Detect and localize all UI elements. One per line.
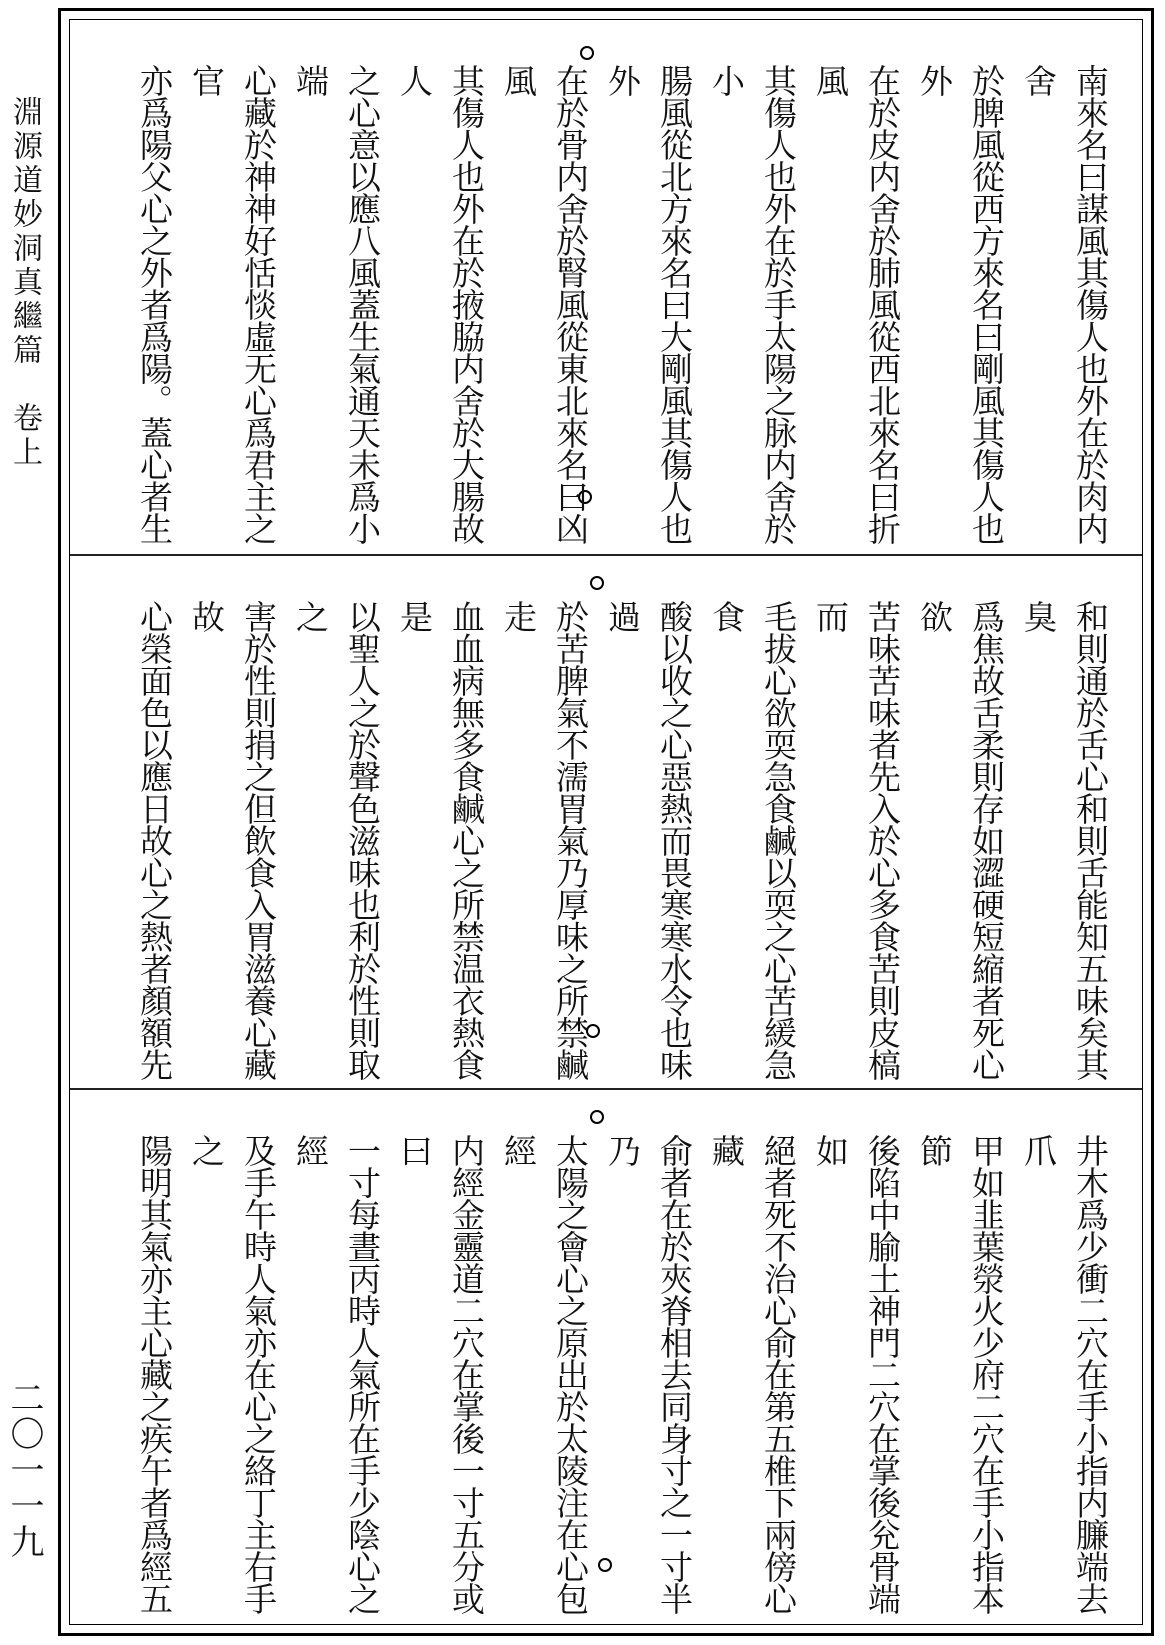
circle-mark: [590, 1110, 604, 1124]
text-column: 心藏於神神好恬惔虛无心爲君主之官: [187, 64, 278, 544]
text-column: 之心意以應八風蓋生氣通天未爲小端: [291, 64, 382, 544]
text-column: 以聖人之於聲色滋味也利於性則取之: [291, 600, 382, 1081]
text-column: 酸以收之心惡熱而畏寒寒水令也味過: [603, 600, 694, 1081]
text-column: 内經金靈道二穴在掌後一寸五分或曰: [395, 1134, 486, 1615]
page-frame: [58, 8, 1154, 1636]
text-column: 俞者在於夾脊相去同身寸之一寸半乃: [603, 1134, 694, 1615]
text-column: 於苦脾氣不濡胃氣乃厚味之所禁鹹走: [499, 600, 590, 1081]
text-column: 血血病無多食鹹心之所禁温衣熱食是: [395, 600, 486, 1081]
text-column: 心榮面色以應日故心之熱者顏額先: [135, 600, 174, 1081]
text-column: 後陷中腧土神門二穴在掌後兊骨端如: [811, 1134, 902, 1615]
text-column: 亦爲陽父心之外者爲陽。蓋心者生: [135, 64, 174, 544]
text-column: 其傷人也外在於手太陽之脉内舍於小: [707, 64, 798, 544]
panel-1: [70, 20, 1142, 554]
text-column: 一寸每晝丙時人氣所在手少陰心之經: [291, 1134, 382, 1615]
text-column: 陽明其氣亦主心藏之疾午者爲經五: [135, 1134, 174, 1615]
text-column: 絕者死不治心俞在第五椎下兩傍心藏: [707, 1134, 798, 1615]
circle-mark: [590, 576, 604, 590]
text-column: 爲焦故舌柔則存如澀硬短縮者死心欲: [915, 600, 1006, 1081]
circle-mark: [580, 46, 594, 60]
page-number: 二〇一一九: [4, 1380, 44, 1560]
text-column: 苦味苦味者先入於心多食苦則皮槁而: [811, 600, 902, 1081]
text-column: 和則通於舌心和則舌能知五味矣其臭: [1019, 600, 1110, 1081]
text-column: 甲如韭葉滎火少府二穴在手小指本節: [915, 1134, 1006, 1615]
text-column: 於脾風從西方來名曰剛風其傷人也外: [915, 64, 1006, 544]
side-title: 淵源道妙洞真繼篇 卷上: [7, 96, 42, 470]
text-column: 其傷人也外在於掖脇内舍於大腸故人: [395, 64, 486, 544]
text-column: 在於骨内舍於腎風從東北來名曰凶風: [499, 64, 590, 544]
text-column: 害於性則捐之但飲食入胃滋養心藏故: [187, 600, 278, 1081]
text-block: [128, 64, 1116, 544]
text-block: [128, 600, 1116, 1080]
text-column: 腸風從北方來名曰大剛風其傷人也外: [603, 64, 694, 544]
panel-2: [70, 554, 1142, 1090]
text-block: [128, 1134, 1116, 1614]
panel-3: [70, 1088, 1142, 1624]
text-column: 毛拔心欲耎急食鹹以耎之心苦緩急食: [707, 600, 798, 1081]
text-column: 井木爲少衝二穴在手小指内臁端去爪: [1019, 1134, 1110, 1615]
text-column: 在於皮内舍於肺風從西北來名曰折風: [811, 64, 902, 544]
text-column: 南來名曰謀風其傷人也外在於肉内舍: [1019, 64, 1110, 544]
inner-border: [69, 19, 1143, 1625]
text-column: 及手午時人氣亦在心之絡丁主右手之: [187, 1134, 278, 1615]
text-column: 太陽之會心之原出於太陵注在心包經: [499, 1134, 590, 1615]
